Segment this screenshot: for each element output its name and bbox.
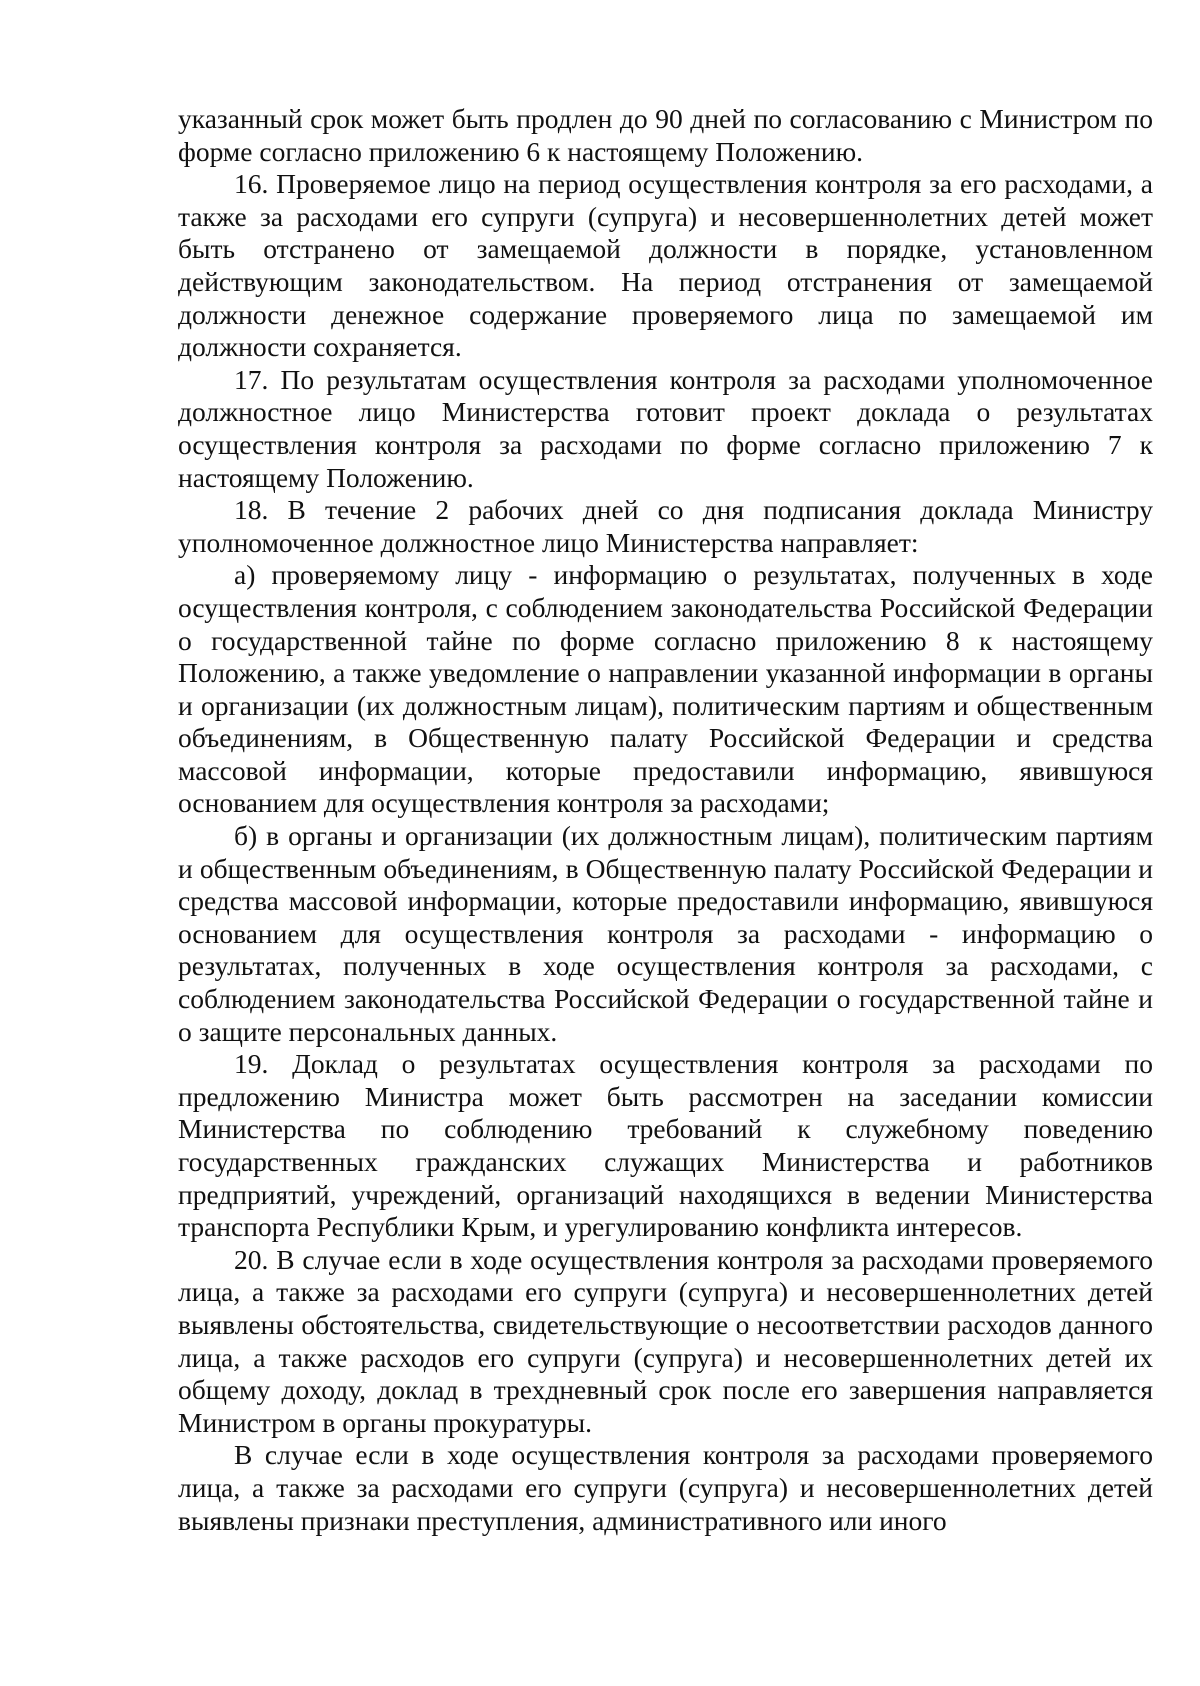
paragraph-18-b: б) в органы и организации (их должностным лицам), политическим партиям и общественным объединениям, в Общественную палату Российской Федерации и средства массовой информации, которые предоставили информацию, явившуюся основанием для осуществления контроля за расходами - информацию о результатах, полученных в ходе осуществления контроля за расходами, с соблюдением законодательства Российской Федерации о государственной тайне и о защите персональных данных. — [178, 820, 1153, 1047]
paragraph-20-continuation: В случае если в ходе осуществления контроля за расходами проверяемого лица, а также за расходами его супруги (супруга) и несовершеннолетних детей выявлены признаки преступления, административного или иного — [178, 1439, 1153, 1536]
paragraph-19: 19. Доклад о результатах осуществления контроля за расходами по предложению Министра может быть рассмотрен на заседании комиссии Министерства по соблюдению требований к служебному поведению государственных гражданских служащих Министерства и работников предприятий, учреждений, организаций находящихся в ведении Министерства транспорта Республики Крым, и урегулированию конфликта интересов. — [178, 1048, 1153, 1243]
paragraph-16: 16. Проверяемое лицо на период осуществления контроля за его расходами, а также за расходами его супруги (супруга) и несовершеннолетних детей может быть отстранено от замещаемой должности в порядке, установленном действующим законодательством. На период отстранения от замещаемой должности денежное содержание проверяемого лица по замещаемой им должности сохраняется. — [178, 168, 1153, 363]
paragraph-20: 20. В случае если в ходе осуществления контроля за расходами проверяемого лица, а также за расходами его супруги (супруга) и несовершеннолетних детей выявлены обстоятельства, свидетельствующие о несоответствии расходов данного лица, а также расходов его супруги (супруга) и несовершеннолетних детей их общему доходу, доклад в трехдневный срок после его завершения направляется Министром в органы прокуратуры. — [178, 1243, 1153, 1438]
paragraph-continuation: указанный срок может быть продлен до 90 дней по согласованию с Министром по форме согласно приложению 6 к настоящему Положению. — [178, 103, 1153, 167]
document-page — [178, 103, 1153, 1537]
paragraph-18-a: а) проверяемому лицу - информацию о результатах, полученных в ходе осуществления контроля, с соблюдением законодательства Российской Федерации о государственной тайне по форме согласно приложению 8 к настоящему Положению, а также уведомление о направлении указанной информации в органы и организации (их должностным лицам), политическим партиям и общественным объединениям, в Общественную палату Российской Федерации и средства массовой информации, которые предоставили информацию, явившуюся основанием для осуществления контроля за расходами; — [178, 559, 1153, 819]
paragraph-17: 17. По результатам осуществления контроля за расходами уполномоченное должностное лицо Министерства готовит проект доклада о результатах осуществления контроля за расходами по форме согласно приложению 7 к настоящему Положению. — [178, 363, 1153, 493]
paragraph-18: 18. В течение 2 рабочих дней со дня подписания доклада Министру уполномоченное должностное лицо Министерства направляет: — [178, 494, 1153, 558]
